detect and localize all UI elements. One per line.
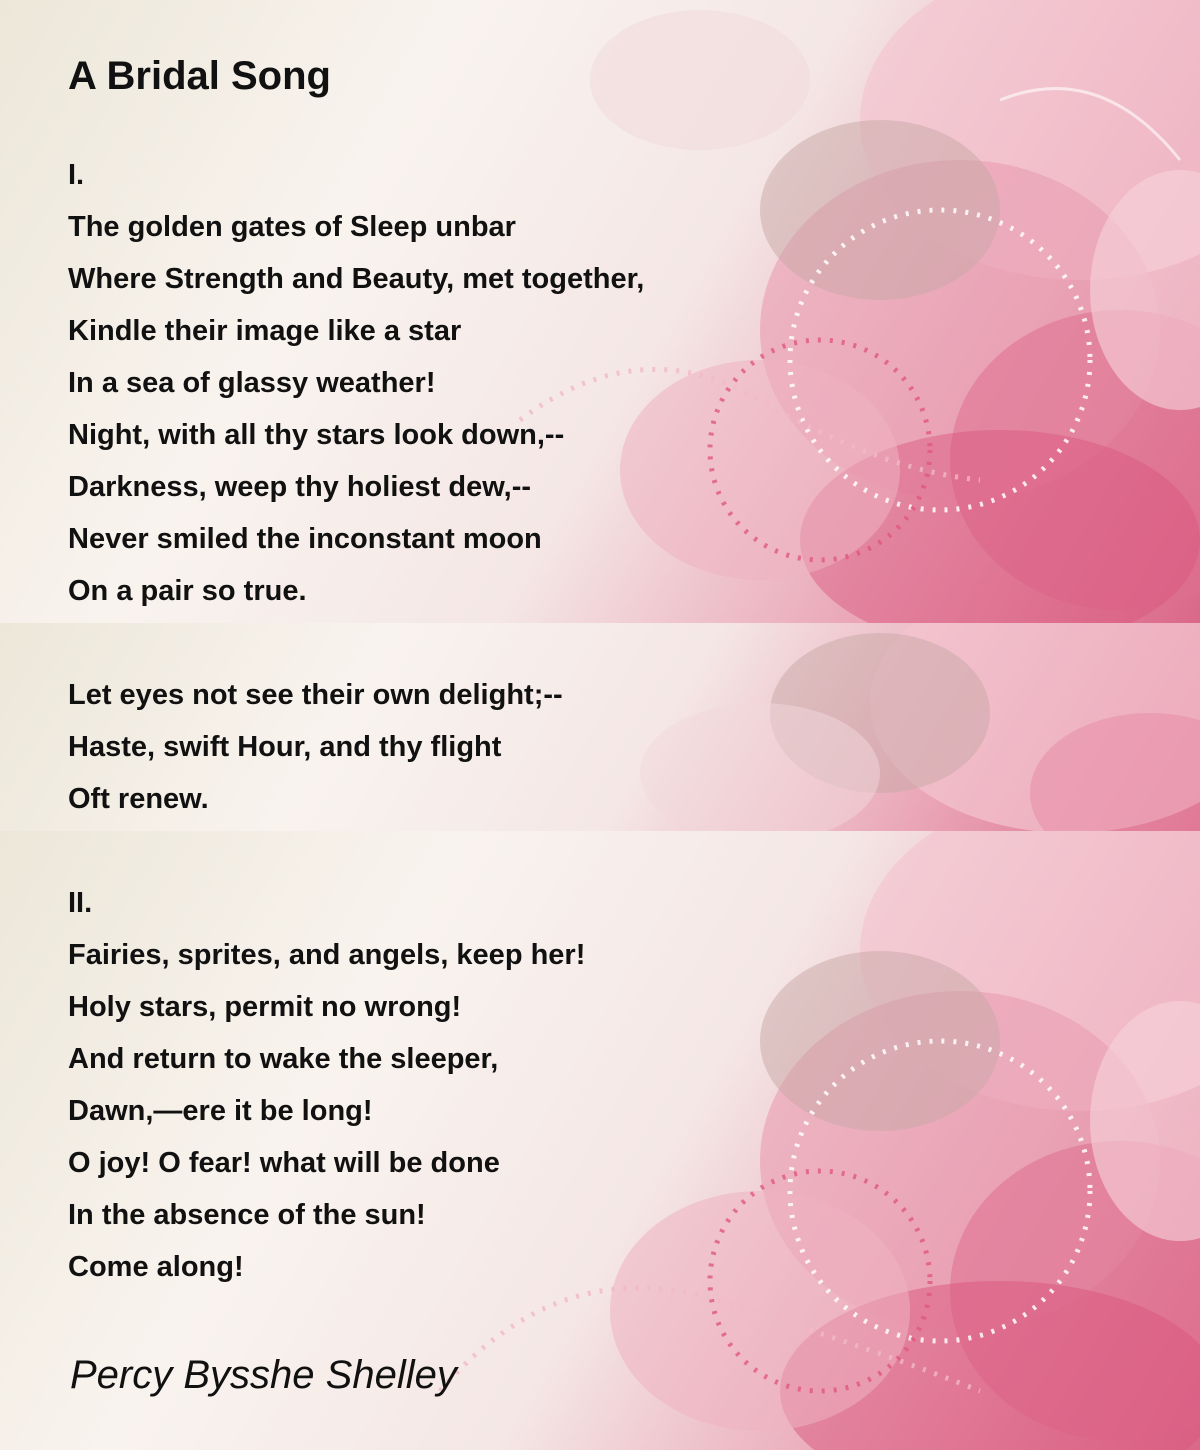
- poem-line: Never smiled the inconstant moon: [68, 523, 542, 555]
- poem-line: Where Strength and Beauty, met together,: [68, 263, 645, 295]
- poem-line: O joy! O fear! what will be done: [68, 1147, 500, 1179]
- poem-line: The golden gates of Sleep unbar: [68, 211, 516, 243]
- poem-line: Darkness, weep thy holiest dew,--: [68, 471, 532, 503]
- poem-line: And return to wake the sleeper,: [68, 1043, 499, 1075]
- poem-line: Let eyes not see their own delight;--: [68, 679, 563, 711]
- poem-title: A Bridal Song: [68, 54, 331, 98]
- section-numeral: I.: [68, 159, 85, 191]
- section-numeral: II.: [68, 887, 93, 919]
- poem-line: Haste, swift Hour, and thy flight: [68, 731, 502, 763]
- poem-line: Dawn,—ere it be long!: [68, 1095, 373, 1127]
- poem-line: In a sea of glassy weather!: [68, 367, 436, 399]
- poem-line: On a pair so true.: [68, 575, 307, 607]
- poem-line: Come along!: [68, 1251, 244, 1283]
- poem-line: Fairies, sprites, and angels, keep her!: [68, 939, 586, 971]
- poem-line: In the absence of the sun!: [68, 1199, 426, 1231]
- poem-line: Kindle their image like a star: [68, 315, 462, 347]
- poem-author: Percy Bysshe Shelley: [70, 1353, 457, 1397]
- poem-line: Holy stars, permit no wrong!: [68, 991, 462, 1023]
- poem-line: Night, with all thy stars look down,--: [68, 419, 565, 451]
- poem-line: Oft renew.: [68, 783, 209, 815]
